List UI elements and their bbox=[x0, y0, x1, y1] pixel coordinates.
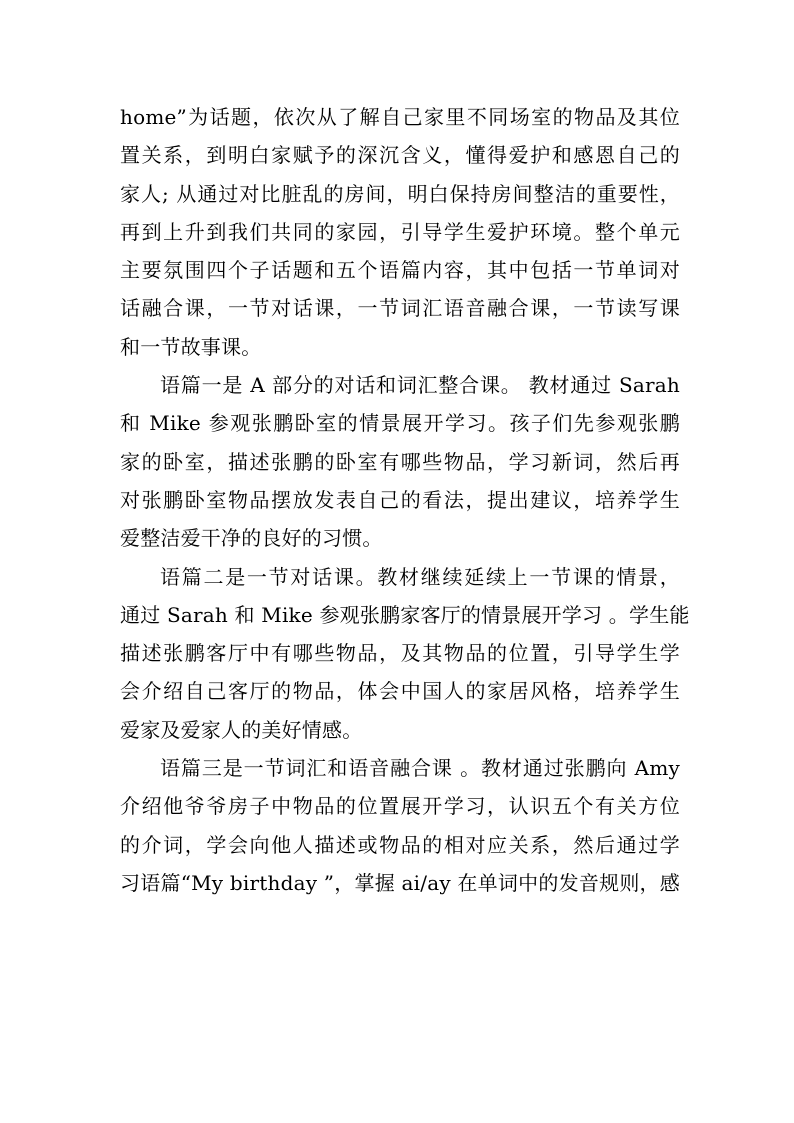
text-line: 再到上升到我们共同的家园，引导学生爱护环境。整个单元 bbox=[120, 219, 680, 244]
text-line: 话融合课，一节对话课，一节词汇语音融合课，一节读写课 bbox=[120, 296, 680, 321]
text-line: 对张鹏卧室物品摆放发表自己的看法，提出建议，培养学生 bbox=[120, 487, 680, 512]
text-line: 会介绍自己客厅的物品，体会中国人的家居风格，培养学生 bbox=[120, 679, 680, 704]
text-line: 置关系，到明白家赋予的深沉含义，懂得爱护和感恩自己的 bbox=[120, 143, 680, 168]
text-line: home”为话题，依次从了解自己家里不同场室的物品及其位 bbox=[120, 105, 680, 129]
text-line: 主要氛围四个子话题和五个语篇内容，其中包括一节单词对 bbox=[120, 258, 680, 283]
text-line: 描述张鹏客厅中有哪些物品，及其物品的位置，引导学生学 bbox=[120, 641, 680, 666]
text-line: 语篇三是一节词汇和语音融合课 。教材通过张鹏向 Amy bbox=[160, 756, 680, 781]
text-line: 和 Mike 参观张鹏卧室的情景展开学习。孩子们先参观张鹏 bbox=[120, 411, 680, 436]
text-line: 介绍他爷爷房子中物品的位置展开学习，认识五个有关方位 bbox=[120, 794, 680, 819]
text-line: 语篇一是 A 部分的对话和词汇整合课。 教材通过 Sarah bbox=[160, 373, 680, 398]
text-line: 通过 Sarah 和 Mike 参观张鹏家客厅的情景展开学习 。学生能 bbox=[120, 602, 690, 627]
body-text bbox=[120, 98, 690, 902]
text-line: 家的卧室，描述张鹏的卧室有哪些物品，学习新词，然后再 bbox=[120, 449, 680, 474]
text-line: 爱整洁爱干净的良好的习惯。 bbox=[120, 526, 383, 551]
text-line: 语篇二是一节对话课。教材继续延续上一节课的情景， bbox=[160, 564, 680, 589]
text-line: 家人; 从通过对比脏乱的房间，明白保持房间整洁的重要性， bbox=[120, 181, 680, 206]
text-line: 爱家及爱家人的美好情感。 bbox=[120, 717, 363, 742]
text-line: 和一节故事课。 bbox=[120, 334, 262, 359]
text-line: 习语篇“My birthday ”，掌握 ai/ay 在单词中的发音规则，感 bbox=[120, 870, 680, 895]
text-line: 的介词，学会向他人描述或物品的相对应关系，然后通过学 bbox=[120, 832, 680, 857]
